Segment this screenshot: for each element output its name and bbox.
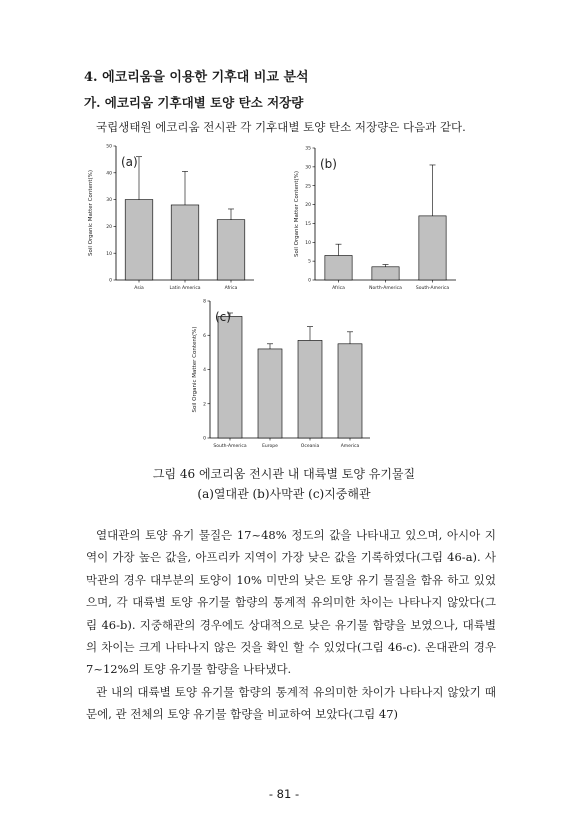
x-tick-label: Africa bbox=[332, 286, 345, 291]
panel-label: (a) bbox=[121, 155, 138, 169]
y-tick-label: 10 bbox=[305, 240, 311, 246]
y-tick-label: 6 bbox=[203, 333, 206, 339]
bar-asia bbox=[125, 200, 153, 280]
panel-label: (c) bbox=[215, 310, 231, 324]
bar-latin-america bbox=[171, 205, 199, 280]
y-tick-label: 50 bbox=[106, 144, 112, 150]
x-tick-label: America bbox=[340, 444, 360, 449]
y-tick-label: 0 bbox=[308, 278, 311, 284]
x-tick-label: Oceania bbox=[300, 444, 320, 449]
x-tick-label: Asia bbox=[134, 286, 144, 291]
intro-text: 국립생태원 에코리움 전시관 각 기후대별 토양 탄소 저장량은 다음과 같다. bbox=[96, 120, 466, 134]
y-axis-label: Soil Organic Matter Content(%) bbox=[88, 169, 94, 257]
caption-title: 그림 46 에코리움 전시관 내 대륙별 토양 유기물질 bbox=[152, 467, 416, 481]
bar-africa bbox=[217, 220, 245, 280]
y-tick-label: 4 bbox=[203, 368, 206, 374]
y-tick-label: 2 bbox=[203, 402, 206, 408]
y-tick-label: 0 bbox=[203, 436, 206, 442]
y-tick-label: 0 bbox=[109, 278, 112, 284]
bar-north-america bbox=[372, 267, 399, 280]
y-tick-label: 35 bbox=[305, 146, 311, 152]
y-axis-label: Soil Organic Matter Content(%) bbox=[294, 170, 300, 258]
y-tick-label: 25 bbox=[305, 184, 311, 190]
caption-subtitle: (a)열대관 (b)사막관 (c)지중해관 bbox=[197, 487, 371, 501]
body-text bbox=[86, 524, 496, 726]
y-tick-label: 30 bbox=[106, 198, 112, 204]
figure-caption bbox=[0, 464, 568, 504]
chart-c bbox=[188, 292, 378, 456]
y-tick-label: 10 bbox=[106, 251, 112, 257]
bar-south-america bbox=[419, 216, 446, 280]
bar-europe bbox=[258, 349, 282, 438]
y-tick-label: 20 bbox=[106, 225, 112, 230]
x-tick-label: Europe bbox=[262, 444, 278, 449]
y-tick-label: 30 bbox=[305, 165, 311, 171]
y-tick-label: 15 bbox=[305, 222, 311, 228]
bar-america bbox=[338, 344, 362, 438]
y-tick-label: 5 bbox=[308, 259, 311, 265]
y-axis-label: Soil Organic Matter Content(%) bbox=[192, 326, 198, 413]
x-tick-label: Latin America bbox=[169, 286, 201, 291]
chart-b bbox=[290, 138, 490, 298]
x-tick-label: Africa bbox=[224, 286, 238, 291]
page-number: - 81 - bbox=[268, 787, 300, 801]
subsection-heading: 가. 에코리움 기후대별 토양 탄소 저장량 bbox=[84, 95, 304, 110]
y-tick-label: 20 bbox=[305, 203, 311, 209]
section-heading: 4. 에코리움을 이용한 기후대 비교 분석 bbox=[84, 70, 309, 85]
chart-a bbox=[84, 138, 284, 298]
bar-south-america bbox=[218, 316, 242, 438]
y-tick-label: 40 bbox=[106, 171, 112, 177]
paragraph: 관 내의 대륙별 토양 유기물 함량의 통계적 유의미한 차이가 나타나지 않았기 때문에, 관 전체의 토양 유기물 함량을 비교하여 보았다(그림 47) bbox=[86, 684, 496, 722]
x-tick-label: South-America bbox=[213, 444, 247, 449]
x-tick-label: North-America bbox=[369, 286, 402, 291]
bar-africa bbox=[325, 255, 352, 280]
paragraph: 열대관의 토양 유기 물질은 17~48% 정도의 값을 나타내고 있으며, 아시아 지역이 가장 높은 값을, 아프리카 지역이 가장 낮은 값을 기록하였다(그림 46-a). 사막관의 경우 대부분의 토양이 10% 미만의 낮은 토양 유기 물질을 함유 하고 있었으며, 각 대륙별 토양 유기물 함량의 통계적 유의미한 차이는 나타나지 않았다(그림 46-b). 지중해관의 경우에도 상대적으로 낮은 유기물 함량을 보였으나, 대륙별의 차이는 크게 나타나지 않은 것을 확인 할 수 있었다(그림 46-c). 온대관의 경우 7~12%의 토양 유기물 함량을 나타냈다. bbox=[86, 528, 496, 677]
panel-label: (b) bbox=[320, 157, 337, 171]
y-tick-label: 8 bbox=[203, 299, 206, 305]
bar-oceania bbox=[298, 340, 322, 438]
x-tick-label: South-America bbox=[415, 286, 450, 291]
